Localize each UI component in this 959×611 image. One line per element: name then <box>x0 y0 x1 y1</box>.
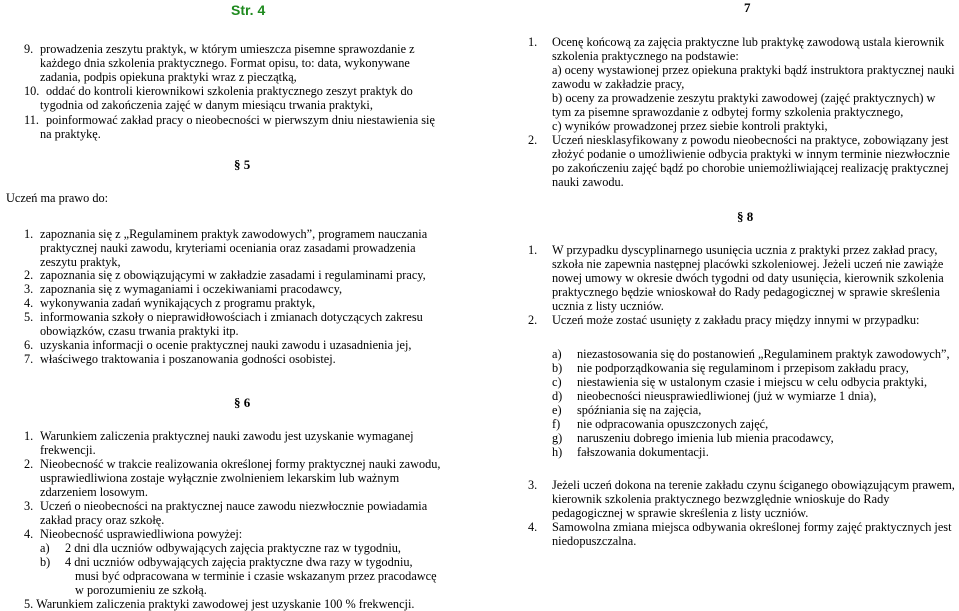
final-note: 5. Warunkiem zaliczenia praktyki zawodowej jest uzyskanie 100 % frekwencji. <box>24 597 415 611</box>
section-heading-8: § 8 <box>737 209 754 224</box>
section-heading-5: § 5 <box>234 157 251 172</box>
page-number: 7 <box>744 0 751 15</box>
page-label: Str. 4 <box>231 2 266 18</box>
section-heading-6: § 6 <box>234 395 251 410</box>
section-intro: Uczeń ma prawo do: <box>6 191 109 205</box>
